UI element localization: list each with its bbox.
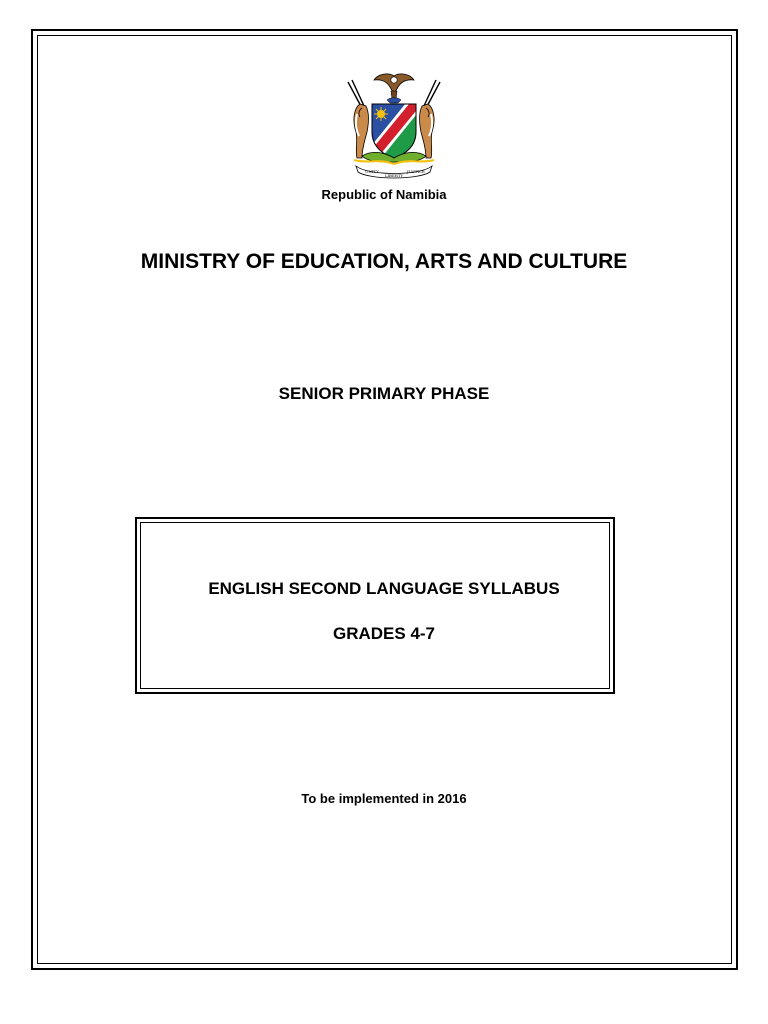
- svg-text:JUSTICE: JUSTICE: [407, 169, 425, 174]
- svg-text:LIBERTY: LIBERTY: [384, 173, 404, 178]
- implementation-note: To be implemented in 2016: [301, 791, 467, 806]
- grades-label: GRADES 4-7: [332, 624, 436, 643]
- country-name: Republic of Namibia: [321, 187, 447, 202]
- namibia-coat-of-arms-icon: [338, 70, 450, 182]
- ministry-title: MINISTRY OF EDUCATION, ARTS AND CULTURE: [140, 250, 628, 273]
- phase-title: SENIOR PRIMARY PHASE: [278, 384, 490, 403]
- svg-text:UNITY: UNITY: [365, 169, 379, 174]
- syllabus-title-box-inner: [140, 522, 610, 689]
- right-oryx-icon: [420, 80, 440, 158]
- eagle-icon: [374, 74, 414, 103]
- syllabus-title: ENGLISH SECOND LANGUAGE SYLLABUS: [208, 579, 560, 598]
- left-oryx-icon: [348, 80, 368, 158]
- motto-ribbon: [356, 166, 432, 178]
- syllabus-title-box: [135, 517, 615, 694]
